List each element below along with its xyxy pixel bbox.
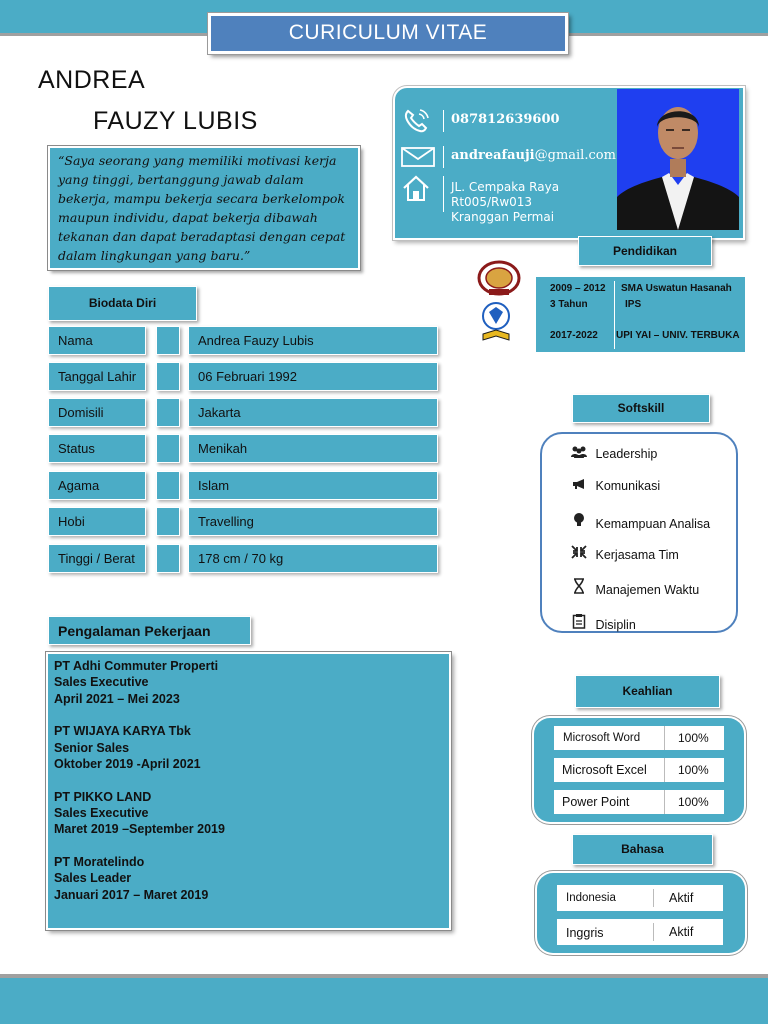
biodata-sep-hobi (156, 507, 180, 536)
address-line-2: Rt005/Rw013 (451, 195, 533, 209)
biodata-value-tanggal-lahir: 06 Februari 1992 (188, 362, 438, 391)
school-logo-2 (477, 300, 515, 342)
experience-heading: Pengalaman Pekerjaan (48, 616, 251, 645)
clipboard-icon (566, 613, 592, 632)
list-item (566, 446, 657, 461)
edu-school-1: SMA Uswatun Hasanah (621, 283, 732, 294)
job-period: Oktober 2019 -April 2021 (54, 756, 201, 771)
biodata-value-agama: Islam (188, 471, 438, 500)
list-item (566, 512, 710, 531)
biodata-sep-domisili (156, 398, 180, 427)
job-role: Sales Leader (54, 871, 132, 886)
biodata-value-hobi: Travelling (188, 507, 438, 536)
biodata-sep-nama (156, 326, 180, 355)
language-name: Inggris (566, 926, 604, 940)
skill-level: 100% (678, 763, 709, 777)
bottom-band (0, 974, 768, 1024)
languages-heading: Bahasa (572, 834, 713, 865)
job-company: PT PIKKO LAND (54, 789, 152, 804)
skills-panel (534, 718, 744, 822)
home-icon (401, 174, 431, 207)
education-heading: Pendidikan (578, 236, 712, 266)
biodata-label-status: Status (48, 434, 146, 463)
hourglass-icon (566, 578, 592, 597)
list-item (566, 545, 679, 562)
skill-row (554, 790, 724, 814)
skills-heading: Keahlian (575, 675, 720, 708)
first-name: ANDREA (38, 66, 146, 94)
edu-duration-1: 3 Tahun (550, 299, 588, 310)
address-line-3: Kranggan Permai (451, 210, 555, 224)
language-row (557, 885, 723, 911)
softskill-list (540, 432, 738, 633)
edu-major-1: IPS (625, 299, 642, 310)
softskill-heading: Softskill (572, 394, 710, 423)
softskill-analisa: Kemampuan Analisa (595, 517, 711, 531)
language-level: Aktif (669, 925, 694, 939)
softskill-manajemen-waktu: Manajemen Waktu (595, 583, 700, 597)
language-level: Aktif (669, 891, 694, 905)
list-item (54, 658, 449, 707)
list-item (54, 854, 449, 903)
collapse-arrows-icon (566, 545, 592, 562)
education-table (536, 277, 745, 352)
biodata-label-domisili: Domisili (48, 398, 146, 427)
list-item (566, 478, 660, 493)
biodata-value-domisili: Jakarta (188, 398, 438, 427)
biodata-sep-tinggi-berat (156, 544, 180, 573)
list-item (54, 723, 449, 772)
phone-number[interactable]: 087812639600 (451, 112, 560, 127)
biodata-value-status: Menikah (188, 434, 438, 463)
skill-name: Power Point (562, 795, 630, 809)
biodata-value-tinggi-berat: 178 cm / 70 kg (188, 544, 438, 573)
list-item (54, 789, 449, 838)
phone-icon (401, 108, 431, 139)
softskill-kerjasama: Kerjasama Tim (595, 548, 679, 562)
job-period: April 2021 – Mei 2023 (54, 691, 180, 706)
biodata-sep-status (156, 434, 180, 463)
skill-name: Microsoft Excel (562, 763, 647, 777)
megaphone-icon (566, 478, 592, 493)
biodata-label-tinggi-berat: Tinggi / Berat (48, 544, 146, 573)
edu-period-1: 2009 – 2012 (550, 283, 606, 294)
last-name: FAUZY LUBIS (93, 107, 258, 135)
languages-panel (537, 873, 745, 953)
skill-row (554, 758, 724, 782)
skill-name: Microsoft Word (563, 732, 641, 744)
softskill-disiplin: Disiplin (595, 618, 636, 632)
skill-level: 100% (678, 795, 709, 809)
biodata-label-nama: Nama (48, 326, 146, 355)
skill-level: 100% (678, 731, 709, 745)
people-icon (566, 446, 592, 461)
email-domain: @gmail.com (534, 148, 616, 163)
language-name: Indonesia (566, 892, 616, 904)
language-row (557, 919, 723, 945)
job-role: Sales Executive (54, 675, 149, 690)
job-role: Sales Executive (54, 806, 149, 821)
job-period: Januari 2017 – Maret 2019 (54, 887, 209, 902)
biodata-label-agama: Agama (48, 471, 146, 500)
document-title: CURICULUM VITAE (208, 13, 568, 54)
job-role: Senior Sales (54, 740, 130, 755)
school-logo-1 (477, 259, 521, 297)
job-company: PT Adhi Commuter Properti (54, 659, 219, 673)
softskill-komunikasi: Komunikasi (595, 479, 661, 493)
softskill-leadership: Leadership (595, 447, 658, 461)
job-company: PT Moratelindo (54, 855, 145, 870)
edu-period-2: 2017-2022 (550, 330, 598, 341)
biodata-sep-tanggal-lahir (156, 362, 180, 391)
biodata-sep-agama (156, 471, 180, 500)
list-item (566, 613, 636, 632)
email-address[interactable] (451, 148, 616, 163)
profile-photo (617, 89, 739, 230)
biodata-heading: Biodata Diri (48, 286, 197, 321)
address-line-1: JL. Cempaka Raya (451, 180, 560, 194)
envelope-icon (401, 146, 431, 173)
lightbulb-icon (566, 512, 592, 531)
job-period: Maret 2019 –September 2019 (54, 822, 225, 837)
edu-school-2: UPI YAI – UNIV. TERBUKA (616, 330, 740, 341)
biodata-label-tanggal-lahir: Tanggal Lahir (48, 362, 146, 391)
experience-list (46, 652, 451, 930)
personal-statement: “Saya seorang yang memiliki motivasi kerja yang tinggi, bertanggung jawab dalam bekerja, mampu bekerja secara berkelompok maupun individu, dapat bekerja dibawah tekanan dan dapat beradaptasi dengan cepat dalam lingkungan yang baru.” (48, 146, 360, 270)
biodata-value-nama: Andrea Fauzy Lubis (188, 326, 438, 355)
list-item (566, 578, 699, 597)
email-user: andreafauji (451, 148, 535, 163)
job-company: PT WIJAYA KARYA Tbk (54, 724, 191, 739)
skill-row (554, 726, 724, 750)
biodata-label-hobi: Hobi (48, 507, 146, 536)
